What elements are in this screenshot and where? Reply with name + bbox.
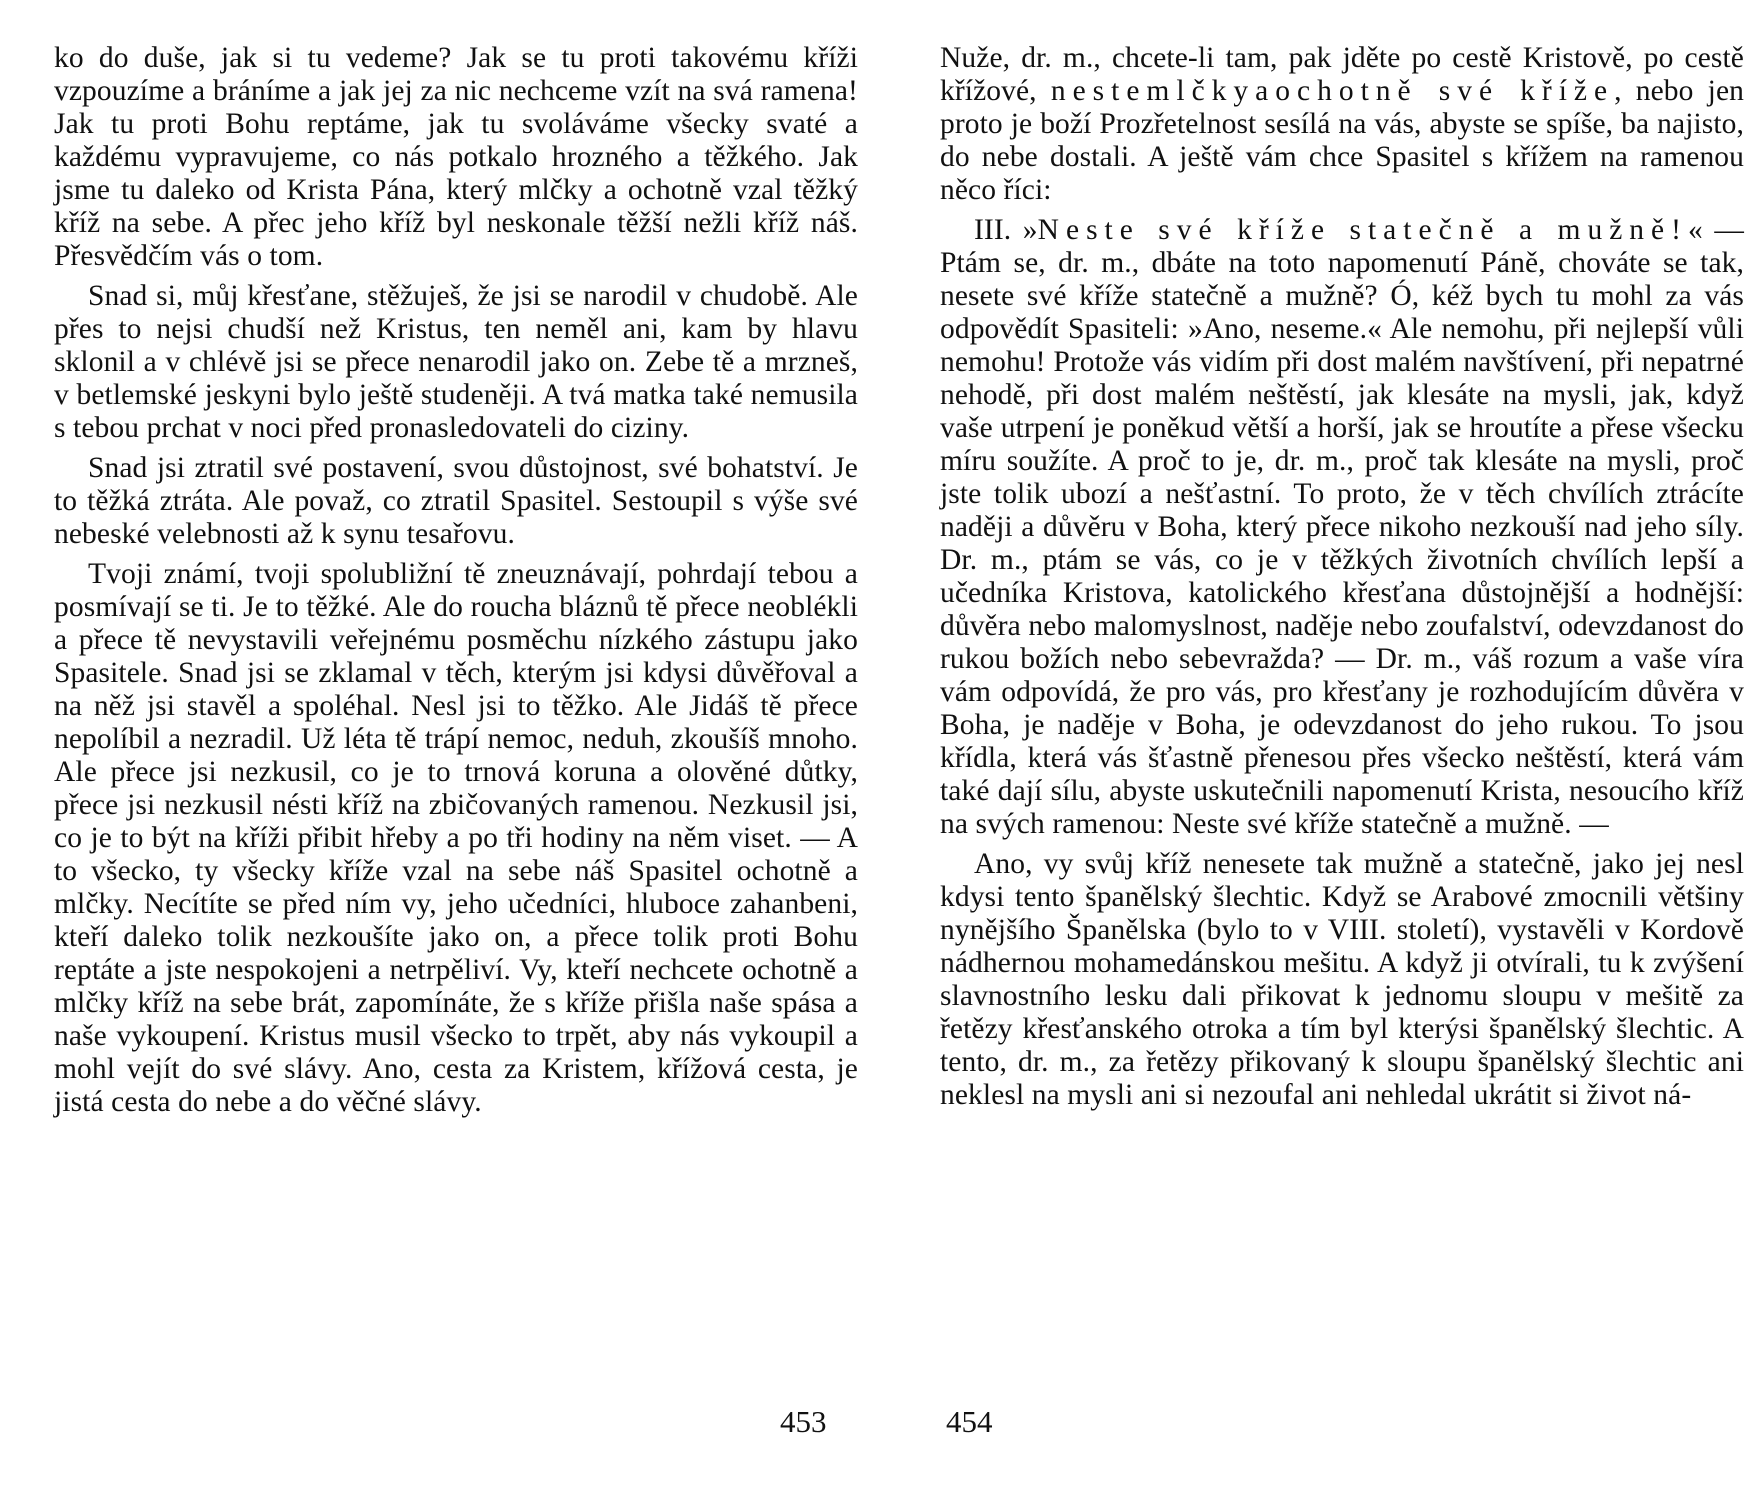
right-paragraph-1	[940, 42, 1744, 207]
right-paragraph-3: Ano, vy svůj kříž nenesete tak mužně a statečně, jako jej nesl kdysi tento španělský šlechtic. Když se Arabové zmocnili většiny nynějšího Španělska (bylo to v VIII. století), vystavěli v Kordově nádhernou mohamedánskou mešitu. A když ji otvírali, tu k zvýšení slavnostního lesku dali přikovat k jednomu sloupu v mešitě za řetězy křesťanského otroka a tím byl kterýsi španělský šlechtic. A tento, dr. m., za řetězy přikovaný k sloupu španělský šlechtic ani neklesl na mysli ani si nezoufal ani nehledal ukrátit si život ná-	[940, 848, 1744, 1111]
right-p1-text-b: , nebo jen proto je boží Prozřetelnost sesílá na vás, abyste se spíše, ba najisto, do nebe dostali. A ještě vám chce Spasitel s křížem na ramenou něco říci:	[940, 75, 1744, 206]
right-p2-text-b: « — Ptám se, dr. m., dbáte na toto napomenutí Páně, chováte se tak, nesete své kříže statečně a mužně? Ó, kéž bych tu mohl za vás odpovědít Spasiteli: »Ano, neseme.« Ale nemohu, při nejlepší vůli nemohu! Protože vás vidím při dost malém navštívení, při nepatrné nehodě, při dost malém neštěstí, jak klesáte na mysli, jak, když vaše utrpení je poněkud větší a horší, jak se hroutíte a přese všecku míru soužíte. A proč to je, dr. m., proč tak klesáte na mysli, proč jste tolik ubozí a nešťastní. To proto, že v těch chvílích ztrácíte naději a důvěru v Boha, který přece nikoho nezkouší nad jeho síly. Dr. m., ptám se vás, co je v těžkých životních chvílích lepší a učedníka Kristova, katolického křesťana důstojnější a hodnější: důvěra nebo malomyslnost, naděje nebo zoufalství, odevzdanost do rukou božích nebo sebevražda? — Dr. m., váš rozum a vaše víra vám odpovídá, že pro vás, pro křesťany je rozhodujícím důvěra v Boha, je naděje v Boha, je odevzdanost do jeho rukou. To jsou křídla, která vás šťastně přenesou přes všecko neštěstí, která vám také dají sílu, abyste uskutečnili napomenutí Krista, nesoucího kříž na svých ramenou: Neste své kříže statečně a mužně. —	[940, 214, 1744, 840]
left-paragraph-2: Snad si, můj křesťane, stěžuješ, že jsi se narodil v chudobě. Ale přes to nejsi chudší než Kristus, ten neměl ani, kam by hlavu sklonil a v chlévě jsi se přece nenarodil jako on. Zebe tě a mrzneš, v betlemské jeskyni bylo ještě studeněji. A tvá matka také nemusila s tebou prchat v noci před pronasledovateli do ciziny.	[54, 280, 858, 444]
right-p1-text-a: Nuže, dr. m., chcete-li tam, pak jděte po cestě Kristově, po cestě křížové,	[940, 42, 1744, 107]
left-page-number: 453	[780, 1404, 827, 1439]
left-paragraph-1: ko do duše, jak si tu vedeme? Jak se tu proti takovému kříži vzpouzíme a bráníme a jak jej za nic nechceme vzít na svá ramena! Jak tu proti Bohu reptáme, jak tu svoláváme všecky svaté a každému vypravujeme, co nás potkalo hrozného a těžkého. Jak jsme tu daleko od Krista Pána, který mlčky a ochotně vzal těžký kříž na sebe. A přec jeho kříž byl neskonale těžší nežli kříž náš. Přesvědčím vás o tom.	[54, 42, 858, 272]
right-p2-text-a: III. »	[974, 214, 1038, 246]
right-page-number: 454	[946, 1404, 993, 1439]
left-paragraph-4: Tvoji známí, tvoji spolubližní tě zneuznávají, pohrdají tebou a posmívají se ti. Je to těžké. Ale do roucha bláznů tě přece neoblékli a přece tě nevystavili veřejnému posměchu nízkého zástupu jako Spasitele. Snad jsi se zklamal v těch, kterým jsi kdysi důvěřoval a na něž jsi stavěl a spoléhal. Nesl jsi to těžko. Ale Jidáš tě přece nepolíbil a nezradil. Už léta tě trápí nemoc, neduh, zkoušíš mnoho. Ale přece jsi nezkusil, co je to trnová koruna a olověné důtky, přece jsi nezkusil nésti kříž na zbičovaných ramenou. Nezkusil jsi, co je to být na kříži přibit hřeby a po tři hodiny na něm viset. — A to všecko, ty všecky kříže vzal na sebe náš Spasitel ochotně a mlčky. Necítíte se před ním vy, jeho učedníci, hluboce zahanbeni, kteří daleko tolik nezkoušíte jako on, a přece tolik proti Bohu reptáte a jste nespokojeni a netrpěliví. Vy, kteří nechcete ochotně a mlčky kříž na sebe brát, zapomínáte, že s kříže přišla naše spása a naše vykoupení. Kristus musil všecko to trpět, aby nás vykoupil a mohl vejít do své slávy. Ano, cesta za Kristem, křížová cesta, je jistá cesta do nebe a do věčné slávy.	[54, 558, 858, 1118]
left-paragraph-3: Snad jsi ztratil své postavení, svou důstojnost, své bohatství. Je to těžká ztráta. Ale považ, co ztratil Spasitel. Sestoupil s výše své nebeské velebnosti až k synu tesařovu.	[54, 452, 858, 550]
right-p2-emphasis: Neste své kříže statečně a mužně!	[1037, 214, 1688, 246]
right-p1-emphasis: nestemlčkyaochotně své kříže	[1050, 75, 1615, 107]
left-page	[54, 42, 858, 1126]
right-paragraph-2	[940, 214, 1744, 841]
right-page	[940, 42, 1744, 1119]
